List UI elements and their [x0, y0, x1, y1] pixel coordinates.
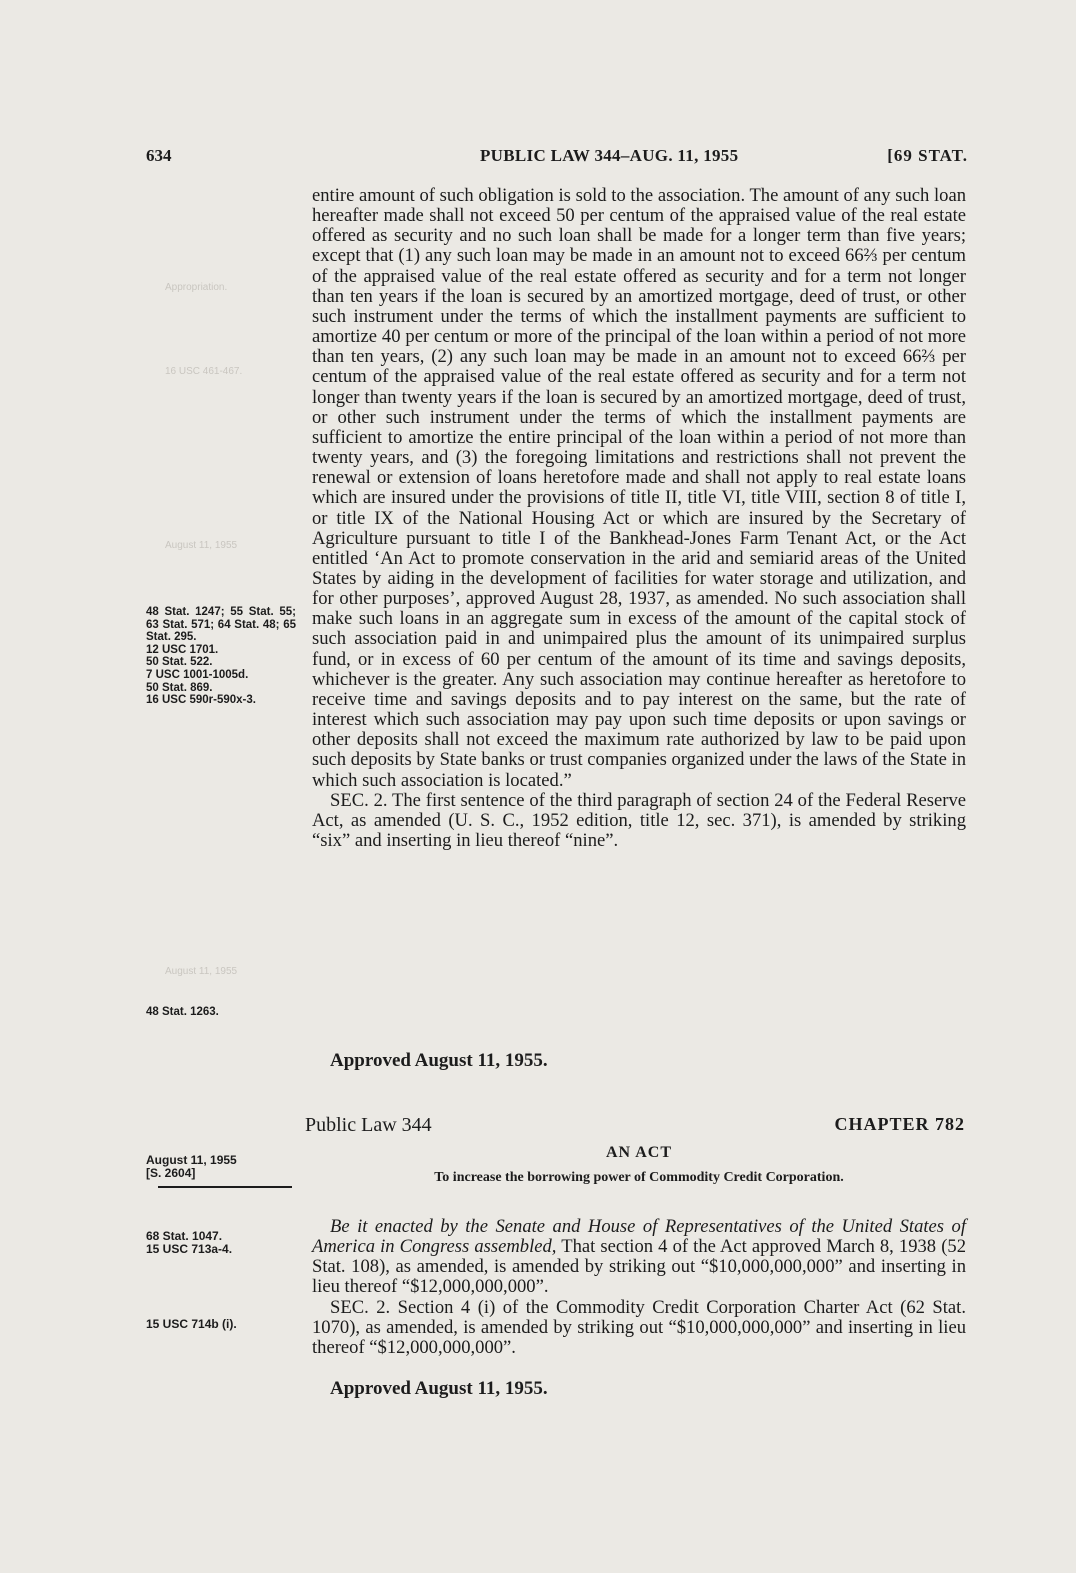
bleed-through-text: August 11, 1955: [165, 540, 238, 551]
public-law-number: Public Law 344: [305, 1114, 432, 1136]
continued-paragraph: entire amount of such obligation is sold to the association. The amount of any such loan hereafter made shall not exceed 50 per centum of the appraised value of the real estate offered as security and no such loan shall be made for a longer term than five years; except that (1) any such loan may be made in an amount not to exceed 66⅔ per centum of the appraised value of the real estate offered as security and for a term not longer than ten years if the loan is secured by an amortized mortgage, deed of trust, or other such instrument under the terms of which the installment payments are sufficient to amortize 40 per centum or more of the principal of the loan within a period of not more than ten years, (2) any such loan may be made in an amount not to exceed 66⅔ per centum of the appraised value of the real estate offered as security and for a term not longer than twenty years if the loan is secured by an amortized mortgage, deed of trust, or other such instrument under the terms of which the installment payments are sufficient to amortize the entire principal of the loan within a period of not more than twenty years, and (3) the foregoing limitations and restrictions shall not prevent the renewal or extension of loans heretofore made and shall not apply to real estate loans which are insured under the provisions of title II, title VI, title VIII, section 8 of title I, or title IX of the National Housing Act or which are insured by the Secretary of Agriculture pursuant to title I of the Bankhead-Jones Farm Tenant Act, or the Act entitled ‘An Act to promote conservation in the arid and semiarid areas of the United States by aiding in the development of facilities for water storage and utilization, and for other purposes’, approved August 28, 1937, as amended. No such association shall make such loans in an aggregate sum in excess of the amount of the capital stock of such association paid in and unimpaired plus the amount of its unimpaired surplus fund, or in excess of 60 per centum of the amount of its time and savings deposits, whichever is the greater. Any such association may continue hereafter as heretofore to receive time and savings deposits and to pay interest on the same, but the rate of interest which such association may pay upon such time deposits or upon savings or other deposits shall not exceed the maximum rate authorized by law to be paid upon such deposits by State banks or trust companies organized under the laws of the State in which such association is located.”: [312, 185, 966, 791]
section-2-paragraph: SEC. 2. The first sentence of the third paragraph of section 24 of the Federal Reserve Act, as amended (U. S. C., 1952 edition, title 12, sec. 371), is amended by striking “six” and inserting in lieu thereof “nine”.: [312, 789, 966, 851]
margin-citations: 48 Stat. 1247; 55 Stat. 55; 63 Stat. 571; 64 Stat. 48; 65 Stat. 295. 12 USC 1701. 50 Stat. 522. 7 USC 1001-1005d. 50 Stat. 869. 16 USC 590r-590x-3.: [146, 606, 296, 707]
enacting-paragraph: [312, 1217, 966, 1298]
act-heading: AN ACT: [605, 1144, 672, 1161]
bleed-through-text: August 11, 1955: [165, 966, 238, 977]
volume-reference: [69 STAT.: [887, 146, 968, 165]
section-1-text: That section 4 of the Act approved March 8, 1938 (52 Stat. 108), as amended, is amended by striking out “$10,000,000,000” and inserting in lieu thereof “$12,000,000,000”.: [312, 1236, 966, 1298]
approval-line-2: Approved August 11, 1955.: [330, 1378, 548, 1399]
bleed-through-text: 16 USC 461-467.: [165, 366, 243, 377]
main-text-block: [312, 186, 966, 851]
public-law-heading: [305, 1114, 965, 1140]
margin-citation-ccc-charter: 15 USC 714b (i).: [146, 1317, 237, 1331]
margin-citation-frb: 48 Stat. 1263.: [146, 1006, 219, 1018]
chapter-number: CHAPTER 782: [834, 1114, 965, 1134]
enacting-text-block: [312, 1217, 966, 1358]
page-header: [146, 146, 976, 172]
page-number: 634: [146, 146, 172, 165]
bleed-through-text: Appropriation.: [165, 282, 228, 293]
margin-date-bill: August 11, 1955 [S. 2604]: [146, 1153, 237, 1180]
running-title: PUBLIC LAW 344–AUG. 11, 1955: [480, 146, 739, 165]
margin-rule: [158, 1186, 292, 1188]
margin-citation-ccc: 68 Stat. 1047. 15 USC 713a-4.: [146, 1229, 233, 1256]
ccc-section-2: SEC. 2. Section 4 (i) of the Commodity Credit Corporation Charter Act (62 Stat. 1070), as amended, is amended by striking out “$10,000,000,000” and inserting in lieu thereof “$12,000,000,000”.: [312, 1296, 966, 1358]
enacting-clause: Be it enacted by the Senate and House of Representatives of the United States of America in Congress assembled,: [312, 1216, 966, 1258]
act-purpose: To increase the borrowing power of Commodity Credit Corporation.: [434, 1170, 844, 1185]
approval-line: Approved August 11, 1955.: [330, 1050, 548, 1071]
